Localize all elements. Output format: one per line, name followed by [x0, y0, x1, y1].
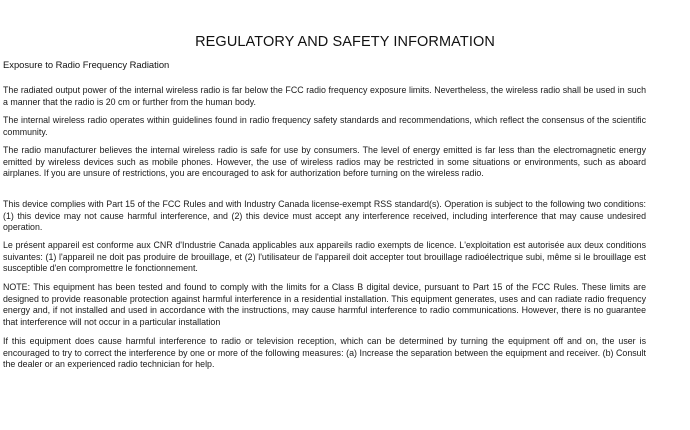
paragraph-output-power: The radiated output power of the internal wireless radio is far below the FCC radio frequency exposure limits. Nevertheless, the wireless radio shall be used in such a manner that the radio is 20 cm or further from the human body.	[3, 85, 646, 107]
section-heading: Exposure to Radio Frequency Radiation	[3, 59, 170, 70]
paragraph-interference-measures: If this equipment does cause harmful interference to radio or television reception, which can be determined by turning the equipment off and on, the user is encouraged to try to correct the interference by one or more of the following measures: (a) Increase the separation between the equipment and receiver. (b) Consult the dealer or an experienced radio technician for help.	[3, 336, 646, 370]
paragraph-manufacturer-statement: The radio manufacturer believes the internal wireless radio is safe for use by consumers. The level of energy emitted is far less than the electromagnetic energy emitted by wireless devices such as mobile phones. However, the use of wireless radios may be restricted in some situations or environments, such as aboard airplanes. If you are unsure of restrictions, you are encouraged to ask for authorization before turning on the wireless radio.	[3, 145, 646, 179]
document-title: REGULATORY AND SAFETY INFORMATION	[195, 34, 495, 50]
paragraph-class-b-note: NOTE: This equipment has been tested and found to comply with the limits for a Class B digital device, pursuant to Part 15 of the FCC Rules. These limits are designed to provide reasonable protection against harmful interference in a residential installation. This equipment generates, uses and can radiate radio frequency energy and, if not installed and used in accordance with the instructions, may cause harmful interference to radio communications. However, there is no guarantee that interference will not occur in a particular installation	[3, 282, 646, 327]
paragraph-safety-guidelines: The internal wireless radio operates within guidelines found in radio frequency safety standards and recommendations, which reflect the consensus of the scientific community.	[3, 115, 646, 137]
paragraph-french-compliance: Le présent appareil est conforme aux CNR d'Industrie Canada applicables aux appareils radio exempts de licence. L'exploitation est autorisée aux deux conditions suivantes: (1) l'appareil ne doit pas produire de brouillage, et (2) l'utilisateur de l'appareil doit accepter tout brouillage radioélectrique subi, même si le brouillage est susceptible d'en compromettre le fonctionnement.	[3, 240, 646, 274]
paragraph-fcc-compliance: This device complies with Part 15 of the FCC Rules and with Industry Canada license-exempt RSS standard(s). Operation is subject to the following two conditions: (1) this device may not cause harmful interference, and (2) this device must accept any interference received, including interference that may cause undesired operation.	[3, 199, 646, 233]
